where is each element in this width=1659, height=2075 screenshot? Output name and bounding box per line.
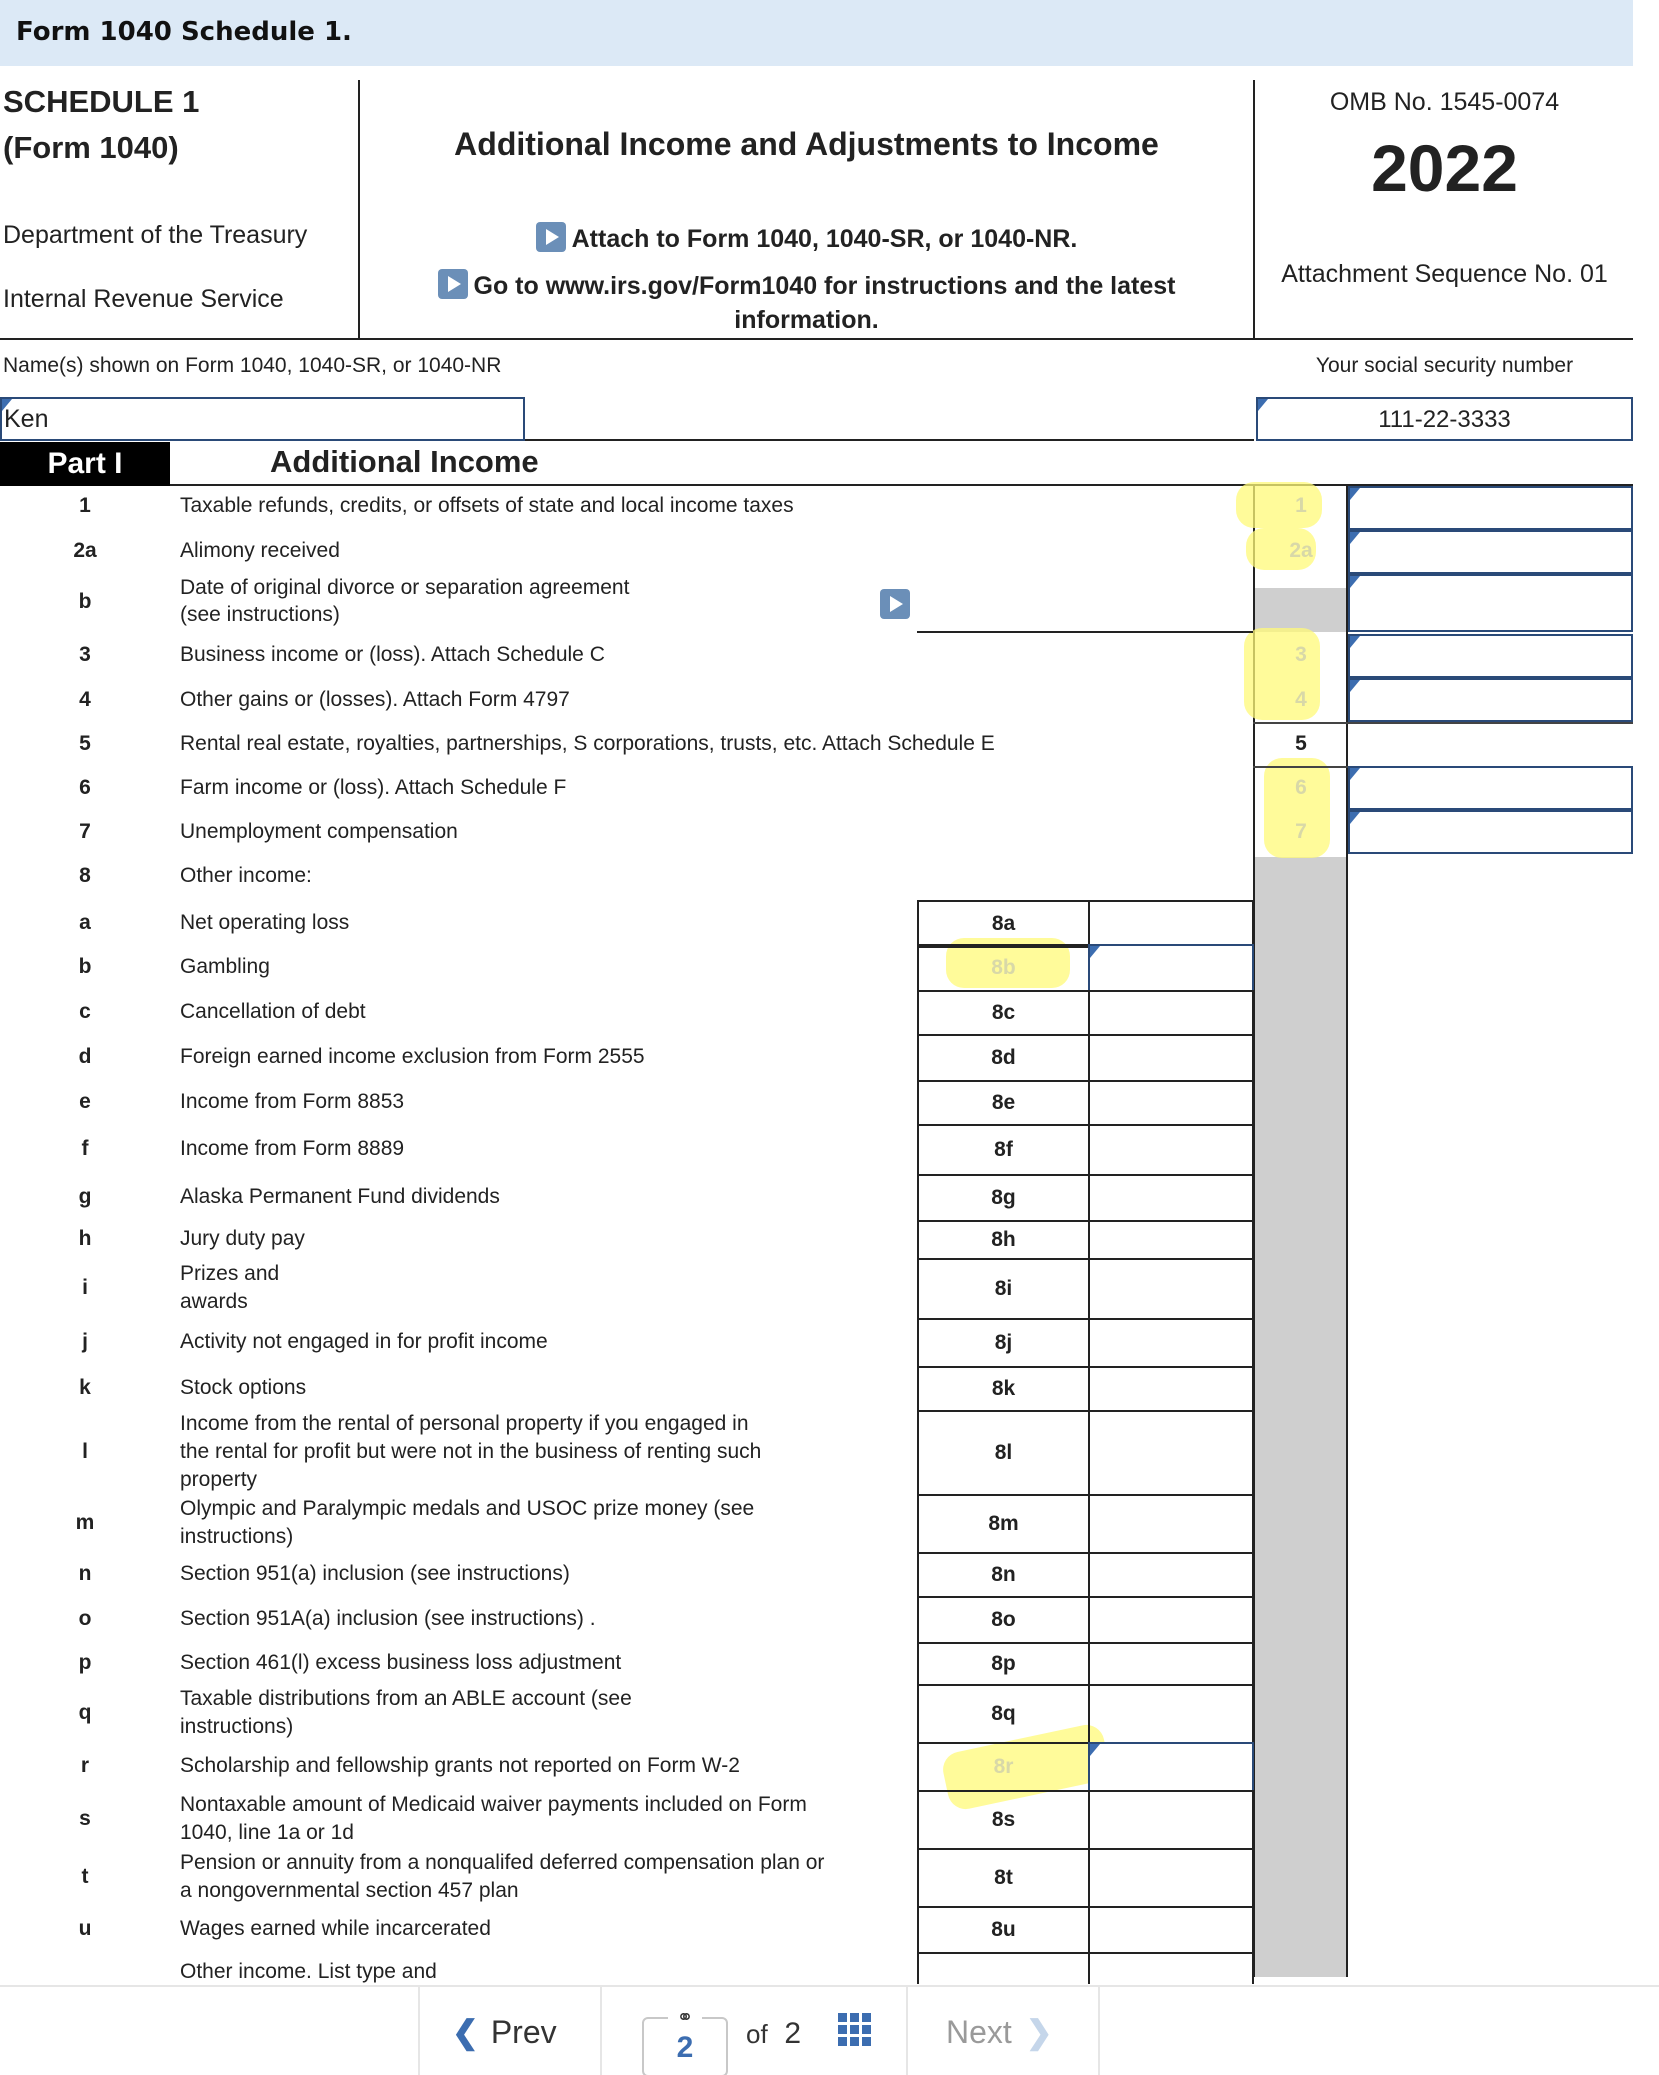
form-label: (Form 1040)	[3, 130, 179, 165]
name-value: Ken	[4, 405, 49, 433]
line-description: Gambling	[180, 955, 270, 978]
pager-divider	[906, 1987, 908, 2075]
line-description: Taxable refunds, credits, or offsets of state and local income taxes	[180, 494, 794, 517]
line-code: 2a	[1289, 539, 1313, 562]
line-description: Section 951(a) inclusion (see instructions)	[180, 1562, 570, 1585]
link-icon: ⚭	[668, 2005, 702, 2023]
line-description: Farm income or (loss). Attach Schedule F	[180, 776, 567, 799]
play-arrow-icon	[438, 269, 468, 299]
date-field-underline[interactable]	[917, 631, 1253, 633]
line-letter: u	[78, 1917, 92, 1940]
line-description: Scholarship and fellowship grants not reported on Form W-2	[180, 1754, 740, 1777]
header-divider-right	[1253, 80, 1255, 340]
line-description: Alaska Permanent Fund dividends	[180, 1185, 500, 1208]
field-marker-icon	[1090, 1744, 1100, 1756]
goto-text-line1: Go to www.irs.gov/Form1040 for instructions and the latest	[473, 272, 1176, 300]
line-code: 8p	[917, 1642, 1088, 1686]
dept-label: Department of the Treasury	[3, 221, 308, 249]
line-letter: r	[80, 1754, 90, 1777]
line-8i-amount[interactable]	[1088, 1258, 1254, 1320]
line-description: Rental real estate, royalties, partnerships, S corporations, trusts, etc. Attach Schedule E	[180, 732, 995, 755]
line-8q-amount[interactable]	[1088, 1684, 1254, 1744]
line-code: 8d	[917, 1034, 1088, 1082]
line-code: 8g	[917, 1174, 1088, 1222]
line-8l-amount[interactable]	[1088, 1410, 1254, 1496]
field-marker-icon	[1350, 532, 1360, 544]
line-description: Alimony received	[180, 539, 340, 562]
next-button[interactable]	[946, 2013, 1053, 2051]
line-code: 8s	[917, 1790, 1088, 1850]
page-of	[746, 2017, 801, 2051]
goto-text-line2: information.	[734, 306, 879, 334]
irs-label: Internal Revenue Service	[3, 285, 284, 313]
total-pages: 2	[784, 2017, 802, 2050]
attach-text: Attach to Form 1040, 1040-SR, or 1040-NR.	[571, 225, 1078, 253]
line-number: 8	[79, 864, 91, 887]
line-code: 3	[1295, 643, 1307, 666]
line-code: 8m	[917, 1494, 1088, 1554]
line-description: Stock options	[180, 1376, 307, 1399]
line-code: 6	[1295, 776, 1307, 799]
line-letter: h	[78, 1227, 92, 1250]
line-letter: b	[78, 955, 92, 978]
line-letter: f	[81, 1137, 89, 1160]
line-description: Pension or annuity from a nonqualifed deferred compensation plan or	[180, 1851, 825, 1874]
line-code: 4	[1295, 688, 1307, 711]
play-arrow-icon	[880, 589, 910, 619]
name-row-rule	[525, 439, 1254, 441]
line-letter: k	[79, 1376, 91, 1399]
play-arrow-icon	[536, 222, 566, 252]
field-marker-icon	[1350, 812, 1360, 824]
name-field[interactable]	[0, 397, 525, 441]
line-code: 8t	[917, 1848, 1088, 1908]
ssn-value: 111-22-3333	[1378, 406, 1511, 433]
line-8c-amount[interactable]	[1088, 990, 1254, 1036]
line-8m-amount[interactable]	[1088, 1494, 1254, 1554]
name-label: Name(s) shown on Form 1040, 1040-SR, or 1040-NR	[3, 354, 502, 377]
line-description: Date of original divorce or separation agreement	[180, 576, 630, 599]
line-5-bottom-rule	[1253, 766, 1348, 768]
line-8d-amount[interactable]	[1088, 1034, 1254, 1082]
line-8a-amount[interactable]	[1088, 900, 1254, 948]
line-code: 8e	[917, 1080, 1088, 1126]
line-description: Wages earned while incarcerated	[180, 1917, 491, 1940]
page-number-input[interactable]	[642, 2007, 728, 2075]
line-number: 4	[79, 688, 91, 711]
field-marker-icon	[1350, 576, 1360, 588]
prev-button[interactable]	[452, 2013, 557, 2051]
line-letter: q	[78, 1701, 92, 1724]
line-6-amount-input[interactable]	[1348, 766, 1633, 810]
line-description: a nongovernmental section 457 plan	[180, 1879, 519, 1902]
line-8f-amount[interactable]	[1088, 1124, 1254, 1176]
line-number: 2a	[73, 539, 97, 562]
line-8t-amount[interactable]	[1088, 1848, 1254, 1908]
grid-view-icon[interactable]	[838, 2013, 872, 2047]
line-code: 8l	[917, 1410, 1088, 1496]
line-8b-amount-input[interactable]	[1088, 944, 1254, 992]
gray-column	[1255, 857, 1348, 1977]
field-marker-icon	[1350, 488, 1360, 500]
line-code: 8o	[917, 1596, 1088, 1644]
omb-number: OMB No. 1545-0074	[1329, 88, 1560, 116]
line-description: Income from Form 8889	[180, 1137, 405, 1160]
attach-instruction	[360, 222, 1253, 254]
line-7-amount-input[interactable]	[1348, 810, 1633, 854]
line-8p-amount[interactable]	[1088, 1642, 1254, 1686]
line-8k-amount[interactable]	[1088, 1366, 1254, 1412]
line-description: Other income:	[180, 864, 312, 887]
line-letter: l	[82, 1440, 88, 1463]
line-8s-amount[interactable]	[1088, 1790, 1254, 1850]
field-marker-icon	[1090, 946, 1100, 958]
line-number: 6	[79, 776, 91, 799]
header-bottom-rule	[0, 338, 1633, 340]
line-8j-amount[interactable]	[1088, 1318, 1254, 1368]
line-description: 1040, line 1a or 1d	[180, 1821, 354, 1844]
window-title-bar	[0, 0, 1633, 66]
line-code: 5	[1295, 732, 1307, 755]
line-8g-amount[interactable]	[1088, 1174, 1254, 1222]
field-marker-icon	[1350, 680, 1360, 692]
line-number: b	[78, 590, 92, 613]
attachment-sequence: Attachment Sequence No. 01	[1281, 260, 1608, 288]
line-number: 1	[79, 494, 91, 517]
line-letter: m	[75, 1511, 95, 1534]
next-label: Next	[946, 2014, 1012, 2050]
tax-year: 2022	[1371, 131, 1518, 205]
prev-label: Prev	[490, 2014, 557, 2050]
pager-divider	[418, 1987, 420, 2075]
line-number: 7	[79, 820, 91, 843]
part-badge: Part I	[0, 442, 170, 486]
line-letter: o	[78, 1607, 92, 1630]
line-description: Foreign earned income exclusion from Form 2555	[180, 1045, 645, 1068]
line-letter: c	[79, 1000, 91, 1023]
line-4-amount-input[interactable]	[1348, 678, 1633, 722]
line-letter: n	[78, 1562, 92, 1585]
line-8o-amount[interactable]	[1088, 1596, 1254, 1644]
line-code: 8u	[917, 1906, 1088, 1954]
line-8h-amount[interactable]	[1088, 1220, 1254, 1260]
line-8r-amount-input[interactable]	[1088, 1742, 1254, 1792]
line-letter: p	[78, 1651, 92, 1674]
line-description: Other income. List type and	[180, 1960, 437, 1983]
line-description: Income from Form 8853	[180, 1090, 405, 1113]
line-description: Nontaxable amount of Medicaid waiver payments included on Form	[180, 1793, 807, 1816]
line-description: Unemployment compensation	[180, 820, 458, 843]
line-code: 8h	[917, 1220, 1088, 1260]
line-number: 5	[79, 732, 91, 755]
line-description: Income from the rental of personal property if you engaged in	[180, 1412, 749, 1435]
line-description: Prizes and	[180, 1262, 280, 1285]
line-3-amount-input[interactable]	[1348, 634, 1633, 678]
other-income-amount[interactable]	[1088, 1952, 1254, 1984]
line-description: Cancellation of debt	[180, 1000, 366, 1023]
line-description: instructions)	[180, 1715, 294, 1738]
line-letter: g	[78, 1185, 92, 1208]
line-code: 8j	[917, 1318, 1088, 1368]
line-description: (see instructions)	[180, 603, 340, 626]
line-code: 8n	[917, 1552, 1088, 1598]
line-8e-amount[interactable]	[1088, 1080, 1254, 1126]
line-code: 1	[1295, 494, 1307, 517]
window-title: Form 1040 Schedule 1.	[16, 17, 352, 47]
line-description: property	[180, 1468, 258, 1491]
of-label: of	[746, 2019, 768, 2049]
page-navigation	[0, 1985, 1659, 2075]
line-description: Other gains or (losses). Attach Form 4797	[180, 688, 570, 711]
field-marker-icon	[1350, 636, 1360, 648]
line-8u-amount[interactable]	[1088, 1906, 1254, 1954]
line-description: the rental for profit but were not in the business of renting such	[180, 1440, 762, 1463]
line-code: 8q	[917, 1684, 1088, 1744]
line-letter: j	[82, 1330, 88, 1353]
line-1-amount-input[interactable]	[1348, 486, 1633, 530]
part-title: Additional Income	[270, 444, 539, 479]
line-description: Net operating loss	[180, 911, 350, 934]
line-code: 8c	[917, 990, 1088, 1036]
line-description: awards	[180, 1290, 248, 1313]
line-letter: d	[78, 1045, 92, 1068]
line-description: Activity not engaged in for profit income	[180, 1330, 548, 1353]
line-description: Business income or (loss). Attach Schedule C	[180, 643, 605, 666]
line-2a-amount-input[interactable]	[1348, 530, 1633, 574]
line-2b-input[interactable]	[1348, 574, 1633, 632]
ssn-label: Your social security number	[1315, 354, 1574, 377]
line-letter: a	[79, 911, 91, 934]
line-description: Jury duty pay	[180, 1227, 305, 1250]
line-code: 8f	[917, 1124, 1088, 1176]
page-number-value: 2	[676, 2031, 694, 2064]
line-code: 8i	[917, 1258, 1088, 1320]
line-description: Taxable distributions from an ABLE account (see	[180, 1687, 632, 1710]
chevron-right-icon: ❯	[1025, 2014, 1053, 2050]
line-letter: i	[82, 1276, 88, 1299]
ssn-field[interactable]	[1256, 397, 1633, 441]
line-letter: s	[79, 1807, 91, 1830]
line-description: Olympic and Paralympic medals and USOC prize money (see	[180, 1497, 755, 1520]
pager-divider	[1098, 1987, 1100, 2075]
line-description: Section 951A(a) inclusion (see instructions) .	[180, 1607, 596, 1630]
line-letter: e	[79, 1090, 91, 1113]
gray-column	[1255, 588, 1348, 632]
line-description: instructions)	[180, 1525, 294, 1548]
field-marker-icon	[1350, 768, 1360, 780]
line-code: 8b	[917, 944, 1088, 992]
line-code: 8r	[917, 1742, 1088, 1792]
line-description: Section 461(l) excess business loss adjustment	[180, 1651, 622, 1674]
line-number: 3	[79, 643, 91, 666]
goto-instruction	[360, 269, 1253, 301]
line-code-empty	[917, 1952, 1088, 1984]
line-code: 8k	[917, 1366, 1088, 1412]
line-8n-amount[interactable]	[1088, 1552, 1254, 1598]
pager-divider	[600, 1987, 602, 2075]
line-5-top-rule	[1253, 722, 1633, 724]
line-code: 8a	[917, 900, 1088, 948]
schedule-label: SCHEDULE 1	[3, 84, 200, 119]
line-letter: t	[81, 1865, 89, 1888]
line-code: 7	[1295, 820, 1307, 843]
chevron-left-icon: ❮	[452, 2014, 479, 2050]
form-title: Additional Income and Adjustments to Income	[454, 126, 1159, 162]
